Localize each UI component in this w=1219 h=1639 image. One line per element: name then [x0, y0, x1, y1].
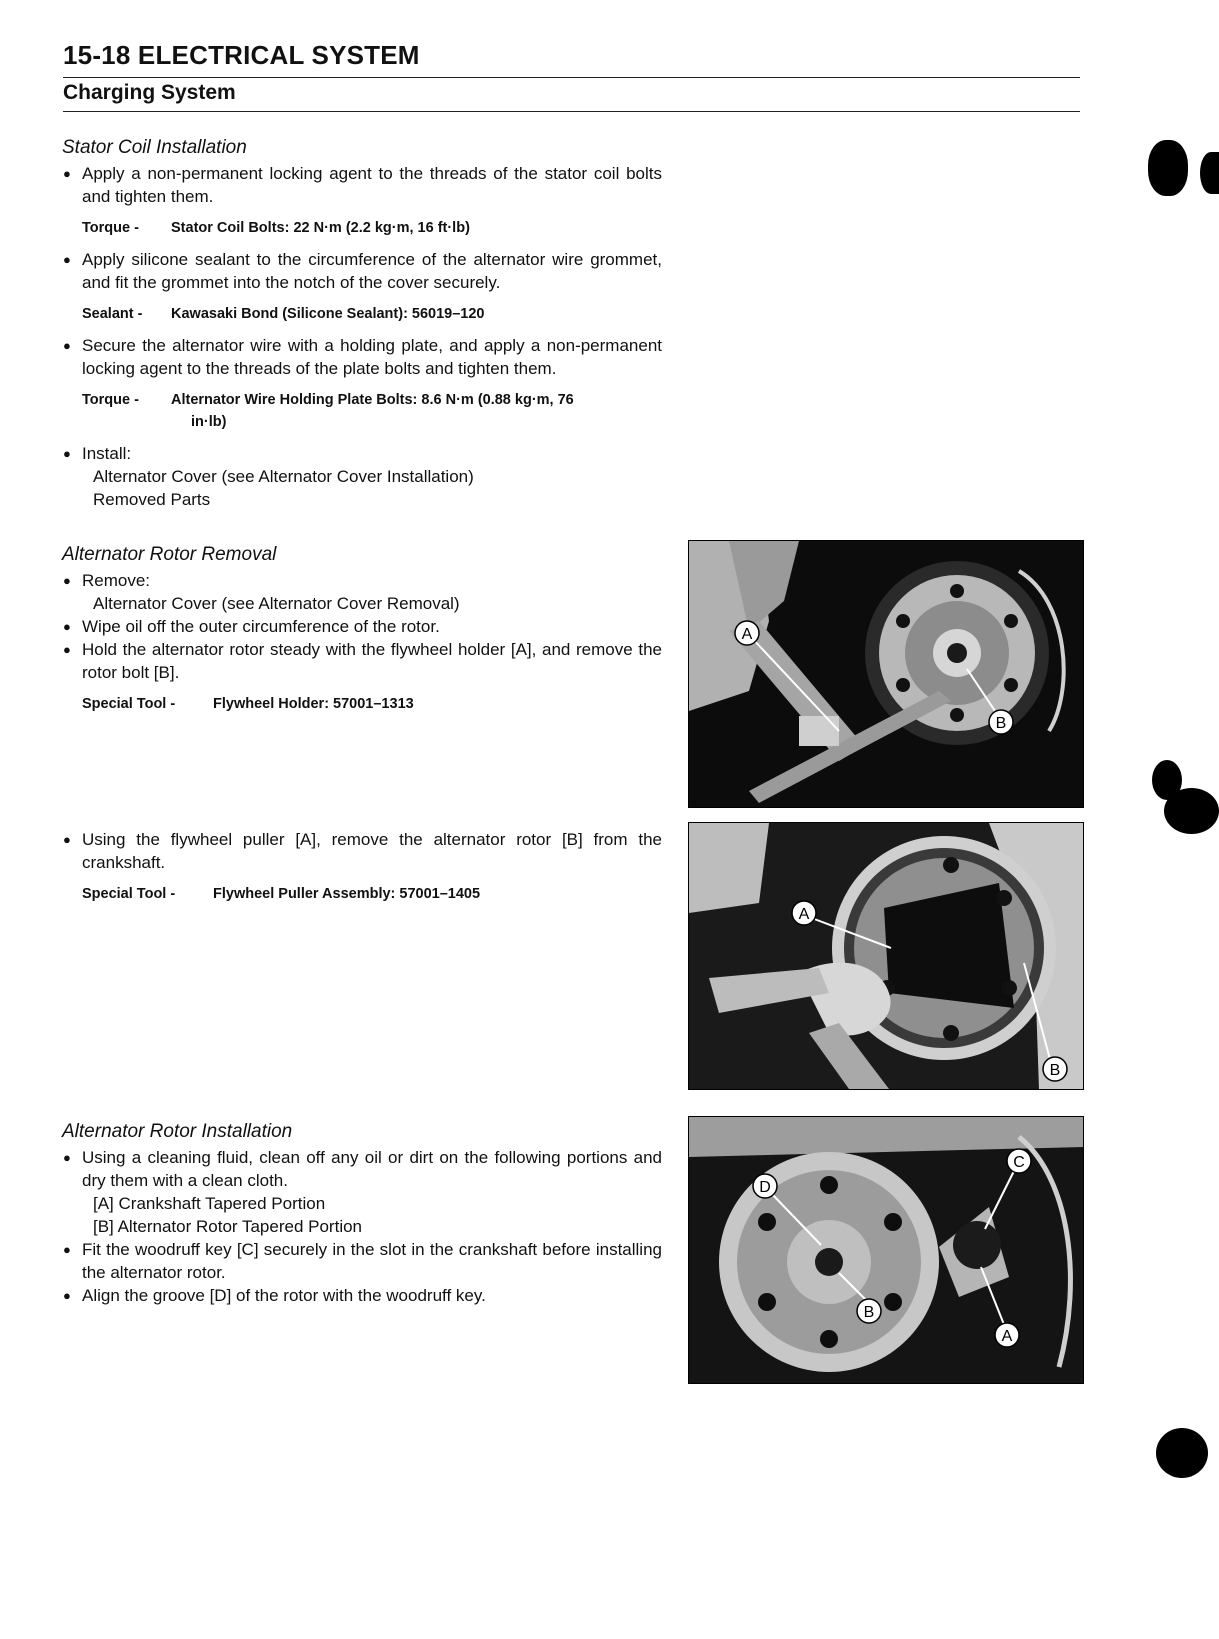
spec-value: Flywheel Holder: 57001–1313 — [213, 696, 414, 712]
spec-label: Torque - — [82, 392, 139, 408]
stator-sealant-spec — [62, 303, 662, 325]
photo-rotor-installation — [688, 1116, 1084, 1384]
puller-tool-spec — [62, 883, 662, 905]
binding-hole-mark — [1200, 152, 1219, 194]
photo-flywheel-puller-image — [689, 823, 1083, 1089]
binding-hole-mark — [1164, 788, 1219, 834]
photo-label-d: D — [759, 1179, 771, 1196]
installation-section — [62, 1120, 662, 1307]
removal-section-2 — [62, 828, 662, 914]
stator-plate-torque-spec — [62, 389, 662, 433]
spec-label: Sealant - — [82, 306, 143, 322]
header-rule — [63, 111, 1080, 112]
photo-label-c: C — [1013, 1154, 1025, 1171]
photo-label-a: A — [1001, 1328, 1013, 1345]
installation-step-3: ● Align the groove [D] of the rotor with the woodruff key. — [62, 1284, 662, 1307]
spec-label: Special Tool - — [82, 696, 176, 712]
stator-step-2: ● Apply silicone sealant to the circumference of the alternator wire grommet, and fit the grommet into the notch of the cover securely. — [62, 248, 662, 294]
removal-step-4: ● Using the flywheel puller [A], remove the alternator rotor [B] from the crankshaft. — [62, 828, 662, 874]
remove-item: Alternator Cover (see Alternator Cover Removal) — [93, 594, 460, 613]
installation-heading: Alternator Rotor Installation — [62, 1121, 293, 1142]
photo-label-b: B — [863, 1304, 875, 1321]
photo-flywheel-holder-image — [689, 541, 1083, 807]
spec-value: Stator Coil Bolts: 22 N·m (2.2 kg·m, 16 ft·lb) — [171, 220, 470, 236]
header-rule — [63, 77, 1080, 78]
stator-torque-spec — [62, 217, 662, 239]
install-item: [B] Alternator Rotor Tapered Portion — [93, 1217, 363, 1236]
installation-step-1: ● Using a cleaning fluid, clean off any oil or dirt on the following portions and dry them with a clean cloth. — [62, 1146, 662, 1192]
stator-step-3: ● Secure the alternator wire with a holding plate, and apply a non-permanent locking agent to the threads of the plate bolts and tighten them. — [62, 334, 662, 380]
stator-step-4: ● Install: — [62, 442, 662, 465]
stator-step-1: ● Apply a non-permanent locking agent to the threads of the stator coil bolts and tighten them. — [62, 162, 662, 208]
install-item: Removed Parts — [93, 490, 211, 509]
spec-label: Special Tool - — [82, 886, 176, 902]
installation-step-2: ● Fit the woodruff key [C] securely in the slot in the crankshaft before installing the alternator rotor. — [62, 1238, 662, 1284]
photo-label-b: B — [1049, 1062, 1061, 1079]
removal-step-2: ● Wipe oil off the outer circumference of the rotor. — [62, 615, 662, 638]
section-title: Charging System — [63, 81, 236, 104]
binding-hole-mark — [1148, 140, 1188, 196]
spec-value: Flywheel Puller Assembly: 57001–1405 — [213, 886, 481, 902]
photo-label-a: A — [798, 906, 810, 923]
removal-section — [62, 543, 662, 724]
spec-value: Kawasaki Bond (Silicone Sealant): 56019–120 — [171, 306, 485, 322]
removal-heading: Alternator Rotor Removal — [62, 544, 277, 565]
spec-value-cont: in·lb) — [191, 414, 227, 430]
photo-flywheel-puller — [688, 822, 1084, 1090]
removal-tool-spec — [62, 693, 662, 715]
photo-rotor-installation-image — [689, 1117, 1083, 1383]
install-item: [A] Crankshaft Tapered Portion — [93, 1194, 326, 1213]
photo-label-b: B — [995, 715, 1007, 732]
page-title: 15-18 ELECTRICAL SYSTEM — [63, 40, 420, 70]
removal-step-3: ● Hold the alternator rotor steady with the flywheel holder [A], and remove the rotor bolt [B]. — [62, 638, 662, 684]
stator-heading: Stator Coil Installation — [62, 137, 247, 158]
photo-flywheel-holder — [688, 540, 1084, 808]
stator-section — [62, 136, 662, 511]
binding-hole-mark — [1156, 1428, 1208, 1478]
photo-label-a: A — [741, 626, 753, 643]
spec-value: Alternator Wire Holding Plate Bolts: 8.6 N·m (0.88 kg·m, 76 — [171, 392, 574, 408]
spec-label: Torque - — [82, 220, 139, 236]
install-item: Alternator Cover (see Alternator Cover Installation) — [93, 467, 474, 486]
removal-step-1: ● Remove: — [62, 569, 662, 592]
